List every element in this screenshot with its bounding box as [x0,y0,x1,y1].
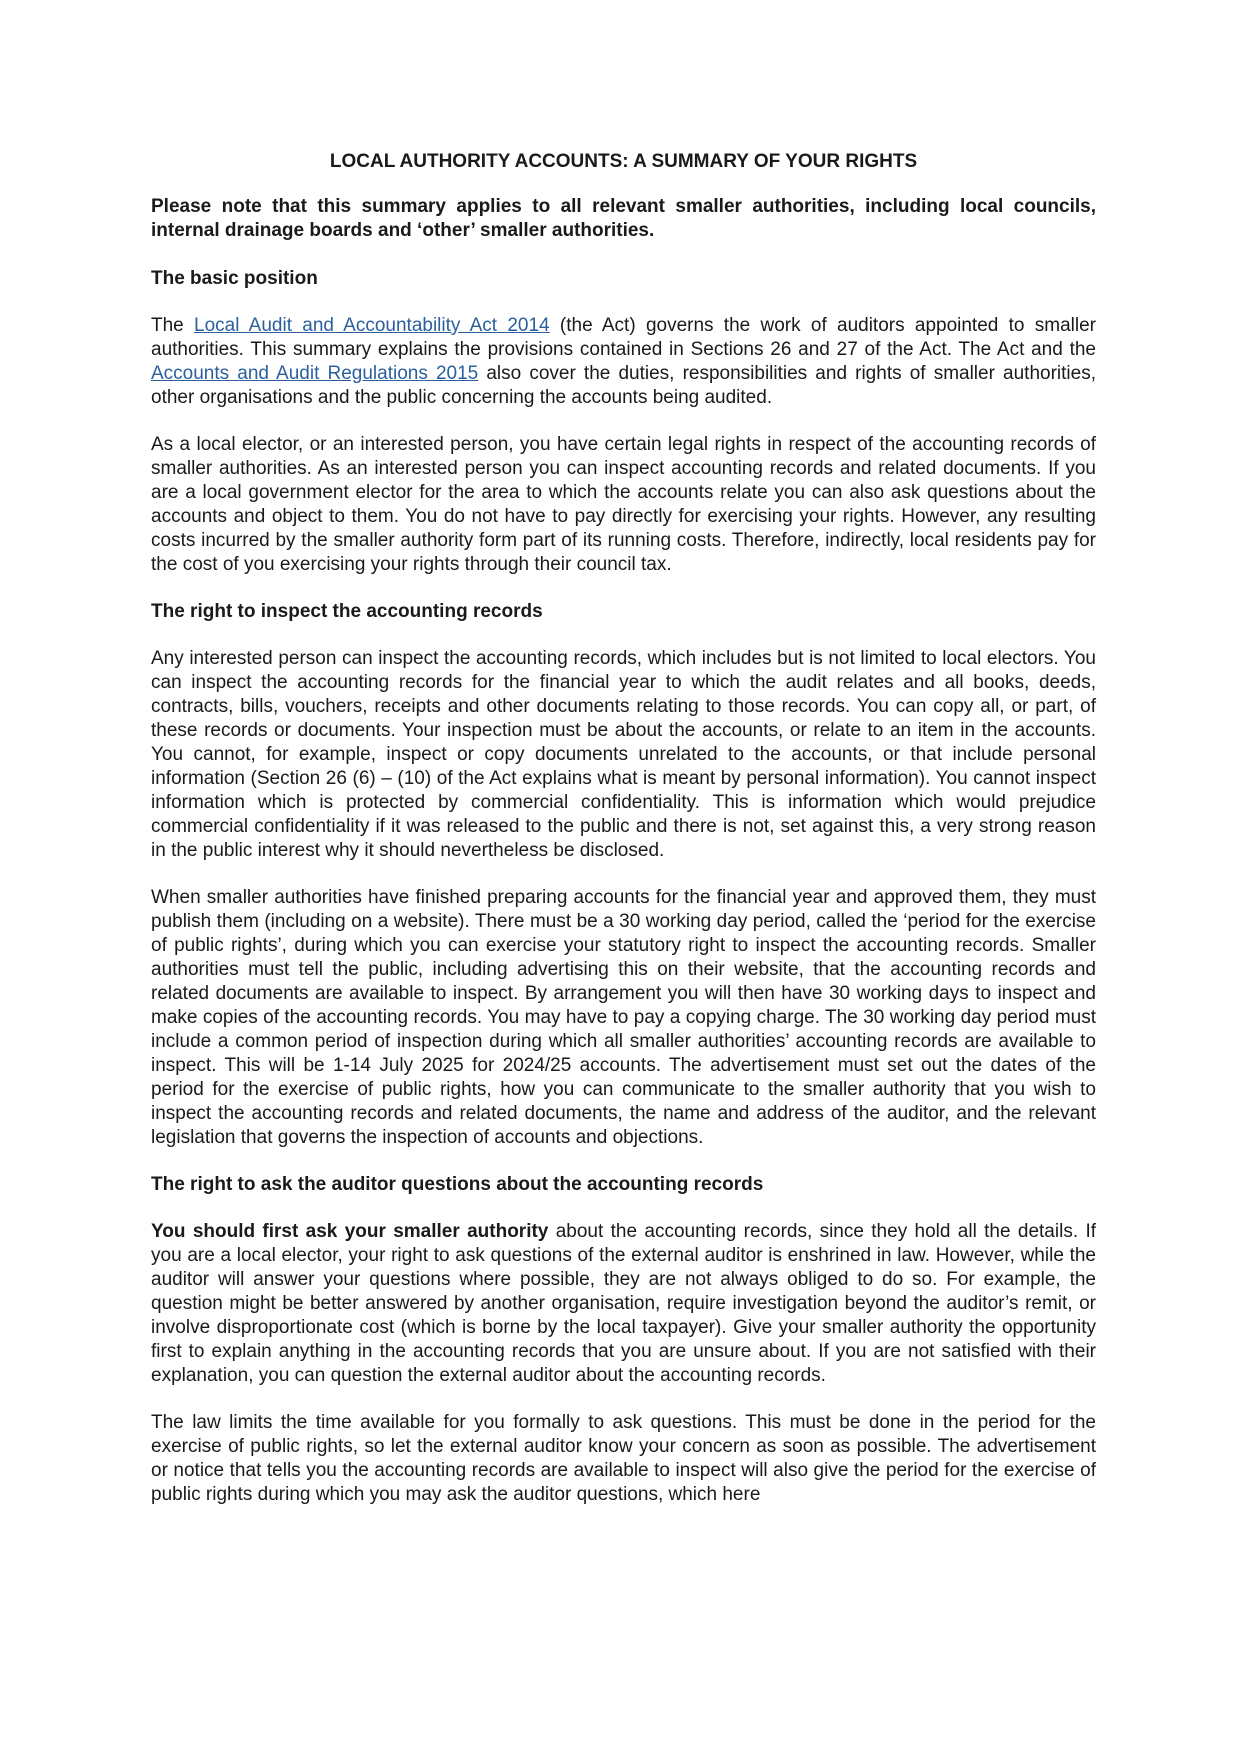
text-span: The [151,315,195,336]
heading-right-to-inspect: The right to inspect the accounting records [151,601,543,622]
paragraph-inspect-1: Any interested person can inspect the accounting records, which includes but is not limited to local electors. You can inspect the accounting records for the financial year to which the audit relates and all books, deeds, contracts, bills, vouchers, receipts and other documents relating to those records. You can copy all, or part, of these records or documents. Your inspection must be about the accounts, or relate to an item in the accounts. You cannot, for example, inspect or copy documents unrelated to the accounts, or that include personal information (Section 26 (6) – (10) of the Act explains what is meant by personal information). You cannot inspect information which is protected by commercial confidentiality. This is information which would prejudice commercial confidentiality if it was released to the public and there is not, set against this, a very strong reason in the public interest why it should nevertheless be disclosed. [151,648,1096,861]
text-span: about the accounting records, since they hold all the details. If you are a local elector, your right to ask questions of the external auditor is enshrined in law. However, while the auditor will answer your questions where possible, they are not always obliged to do so. For example, the question might be better answered by another organisation, require investigation beyond the auditor’s remit, or involve disproportionate cost (which is borne by the local taxpayer). Give your smaller authority the opportunity first to explain anything in the accounting records that you are unsure about. If you are not satisfied with their explanation, you can question the external auditor about the accounting records. [151,1221,1096,1386]
emphasis-first-ask: You should first ask your smaller authority [151,1221,549,1242]
paragraph-ask-auditor-2: The law limits the time available for you formally to ask questions. This must be done in the period for the exercise of public rights, so let the external auditor know your concern as soon as possible. The advertisement or notice that tells you the accounting records are available to inspect will also give the period for the exercise of public rights during which you may ask the auditor questions, which here [151,1412,1096,1505]
heading-right-to-ask-auditor: The right to ask the auditor questions about the accounting records [151,1174,764,1195]
intro-note: Please note that this summary applies to all relevant smaller authorities, including local councils, internal drainage boards and ‘other’ smaller authorities. [151,196,1096,241]
paragraph-basic-position-1 [151,314,1096,410]
link-accounts-audit-regulations[interactable]: Accounts and Audit Regulations 2015 [151,363,479,384]
link-local-audit-act[interactable]: Local Audit and Accountability Act 2014 [194,315,550,336]
heading-basic-position: The basic position [151,268,318,289]
document-page [151,150,1096,1530]
text-span: also cover the duties, responsibilities and rights of smaller authorities, other organisations and the public concerning the accounts being audited. [151,363,1096,408]
paragraph-basic-position-2: As a local elector, or an interested person, you have certain legal rights in respect of the accounting records of smaller authorities. As an interested person you can inspect accounting records and related documents. If you are a local government elector for the area to which the accounts relate you can also ask questions about the accounts and object to them. You do not have to pay directly for exercising your rights. However, any resulting costs incurred by the smaller authority form part of its running costs. Therefore, indirectly, local residents pay for the cost of you exercising your rights through their council tax. [151,434,1096,575]
paragraph-inspect-2: When smaller authorities have finished preparing accounts for the financial year and approved them, they must publish them (including on a website). There must be a 30 working day period, called the ‘period for the exercise of public rights’, during which you can exercise your statutory right to inspect the accounting records. Smaller authorities must tell the public, including advertising this on their website, that the accounting records and related documents are available to inspect. By arrangement you will then have 30 working days to inspect and make copies of the accounting records. You may have to pay a copying charge. The 30 working day period must include a common period of inspection during which all smaller authorities’ accounting records are available to inspect. This will be 1-14 July 2025 for 2024/25 accounts. The advertisement must set out the dates of the period for the exercise of public rights, how you can communicate to the smaller authority that you wish to inspect the accounting records and related documents, the name and address of the auditor, and the relevant legislation that governs the inspection of accounts and objections. [151,887,1096,1148]
paragraph-ask-auditor-1 [151,1220,1096,1388]
document-title: LOCAL AUTHORITY ACCOUNTS: A SUMMARY OF YOUR RIGHTS [329,151,918,172]
text-span: (the Act) governs the work of auditors appointed to smaller authorities. This summary explains the provisions contained in Sections 26 and 27 of the Act. The Act and the [151,315,1096,360]
